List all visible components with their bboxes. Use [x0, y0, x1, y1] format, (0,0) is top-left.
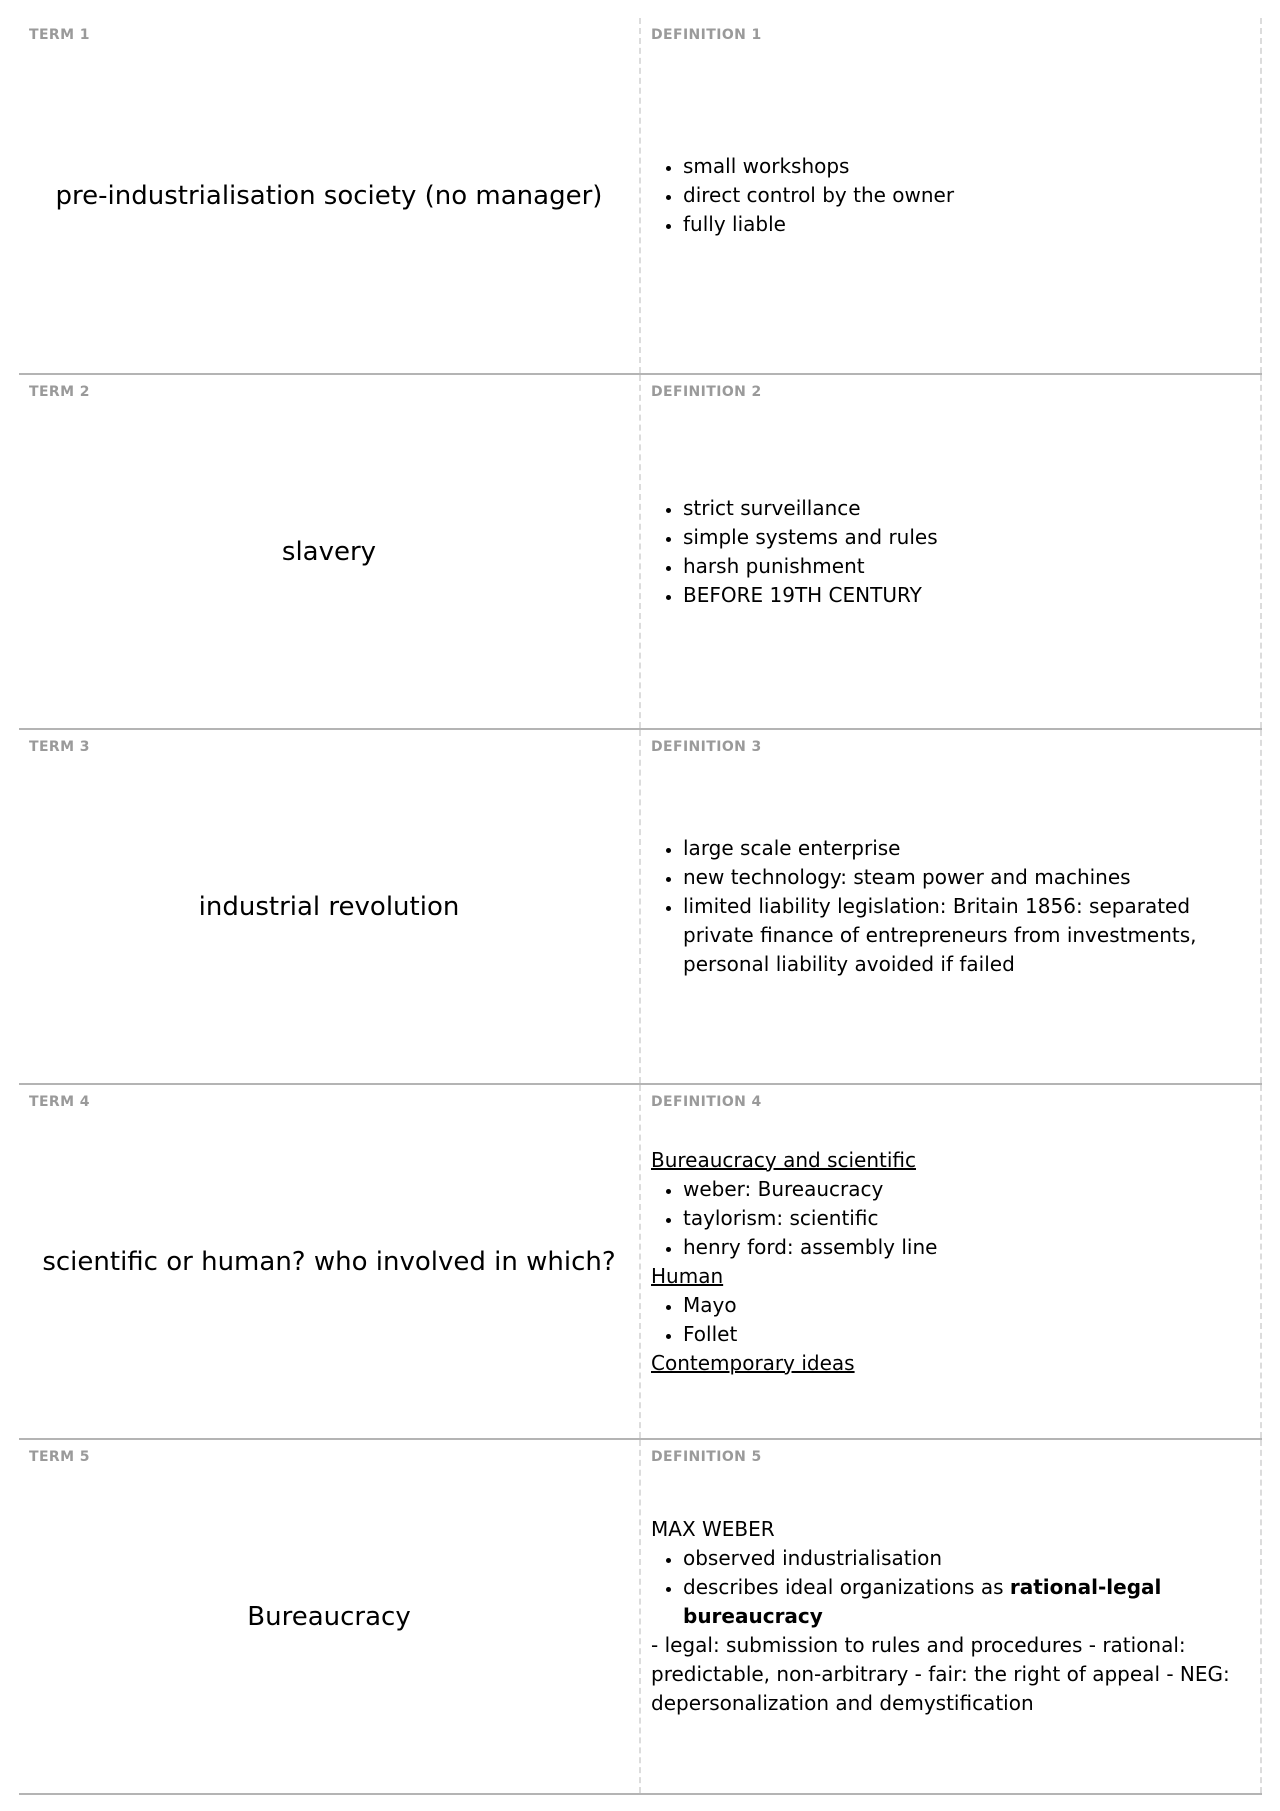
- term-cell: [19, 730, 641, 1083]
- list-item: • simple systems and rules: [683, 523, 1254, 552]
- flashcard-sheet: [19, 18, 1262, 1795]
- term-cell: [19, 375, 641, 728]
- term-text: Bureaucracy: [247, 1601, 411, 1632]
- term-text: industrial revolution: [198, 891, 460, 922]
- list-item: • limited liability legislation: Britain 1856: separated private finance of entrepreneurs from investments, personal liability avoided if failed: [683, 892, 1254, 979]
- term-label: TERM 3: [29, 739, 90, 755]
- list-item: • fully liable: [683, 210, 1254, 239]
- definition-cell: [641, 18, 1262, 373]
- list-item-text: describes ideal organizations as: [683, 1575, 1010, 1599]
- definition-body: [651, 1440, 1254, 1793]
- list-item: • Mayo: [683, 1291, 1254, 1320]
- list-item: • harsh punishment: [683, 552, 1254, 581]
- list-item: • henry ford: assembly line: [683, 1233, 1254, 1262]
- definition-intro: MAX WEBER: [651, 1517, 775, 1541]
- list-item: • taylorism: scientific: [683, 1204, 1254, 1233]
- list-item: • large scale enterprise: [683, 834, 1254, 863]
- flashcard-4: [19, 1085, 1262, 1440]
- term-cell: [19, 1440, 641, 1793]
- list-item: • observed industrialisation: [683, 1544, 1254, 1573]
- term-text: scientific or human? who involved in which?: [42, 1246, 616, 1277]
- list-item-bold: rational-legal bureaucracy: [683, 1575, 1162, 1628]
- list-item: • Follet: [683, 1320, 1254, 1349]
- definition-cell: [641, 1440, 1262, 1793]
- section-heading: Bureaucracy and scientific: [651, 1147, 917, 1172]
- definition-cell: [641, 730, 1262, 1083]
- definition-label: DEFINITION 5: [651, 1449, 762, 1465]
- flashcard-5: [19, 1440, 1262, 1795]
- definition-cell: [641, 1085, 1262, 1438]
- definition-list: [651, 1175, 1254, 1262]
- list-item: • BEFORE 19TH CENTURY: [683, 581, 1254, 610]
- term-label: TERM 5: [29, 1449, 90, 1465]
- term-label: TERM 2: [29, 384, 90, 400]
- flashcard-2: [19, 375, 1262, 730]
- flashcard-1: [19, 18, 1262, 375]
- term-text: pre-industrialisation society (no manager): [55, 180, 603, 211]
- definition-list: [651, 152, 1254, 239]
- term-label: TERM 1: [29, 27, 90, 43]
- term-cell: [19, 1085, 641, 1438]
- definition-list: [651, 494, 1254, 610]
- definition-body: [651, 730, 1254, 1083]
- list-item: • direct control by the owner: [683, 181, 1254, 210]
- list-item: • new technology: steam power and machines: [683, 863, 1254, 892]
- definition-notes: - legal: submission to rules and procedures - rational: predictable, non-arbitrary - fair: the right of appeal - NEG: depersonalization and demystification: [651, 1633, 1230, 1715]
- term-cell: [19, 18, 641, 373]
- list-item: • small workshops: [683, 152, 1254, 181]
- term-text: slavery: [281, 536, 377, 567]
- definition-cell: [641, 375, 1262, 728]
- definition-label: DEFINITION 1: [651, 27, 762, 43]
- section-heading: Human: [651, 1263, 724, 1288]
- definition-list: [651, 1291, 1254, 1349]
- definition-list: [651, 834, 1254, 979]
- definition-label: DEFINITION 2: [651, 384, 762, 400]
- definition-body: [651, 1085, 1254, 1438]
- definition-body: [651, 18, 1254, 373]
- definition-label: DEFINITION 4: [651, 1094, 762, 1110]
- definition-list: [651, 1544, 1254, 1631]
- flashcard-3: [19, 730, 1262, 1085]
- section-heading: Contemporary ideas: [651, 1350, 855, 1375]
- list-item: [683, 1573, 1254, 1631]
- definition-label: DEFINITION 3: [651, 739, 762, 755]
- list-item: • strict surveillance: [683, 494, 1254, 523]
- list-item: • weber: Bureaucracy: [683, 1175, 1254, 1204]
- definition-body: [651, 375, 1254, 728]
- term-label: TERM 4: [29, 1094, 90, 1110]
